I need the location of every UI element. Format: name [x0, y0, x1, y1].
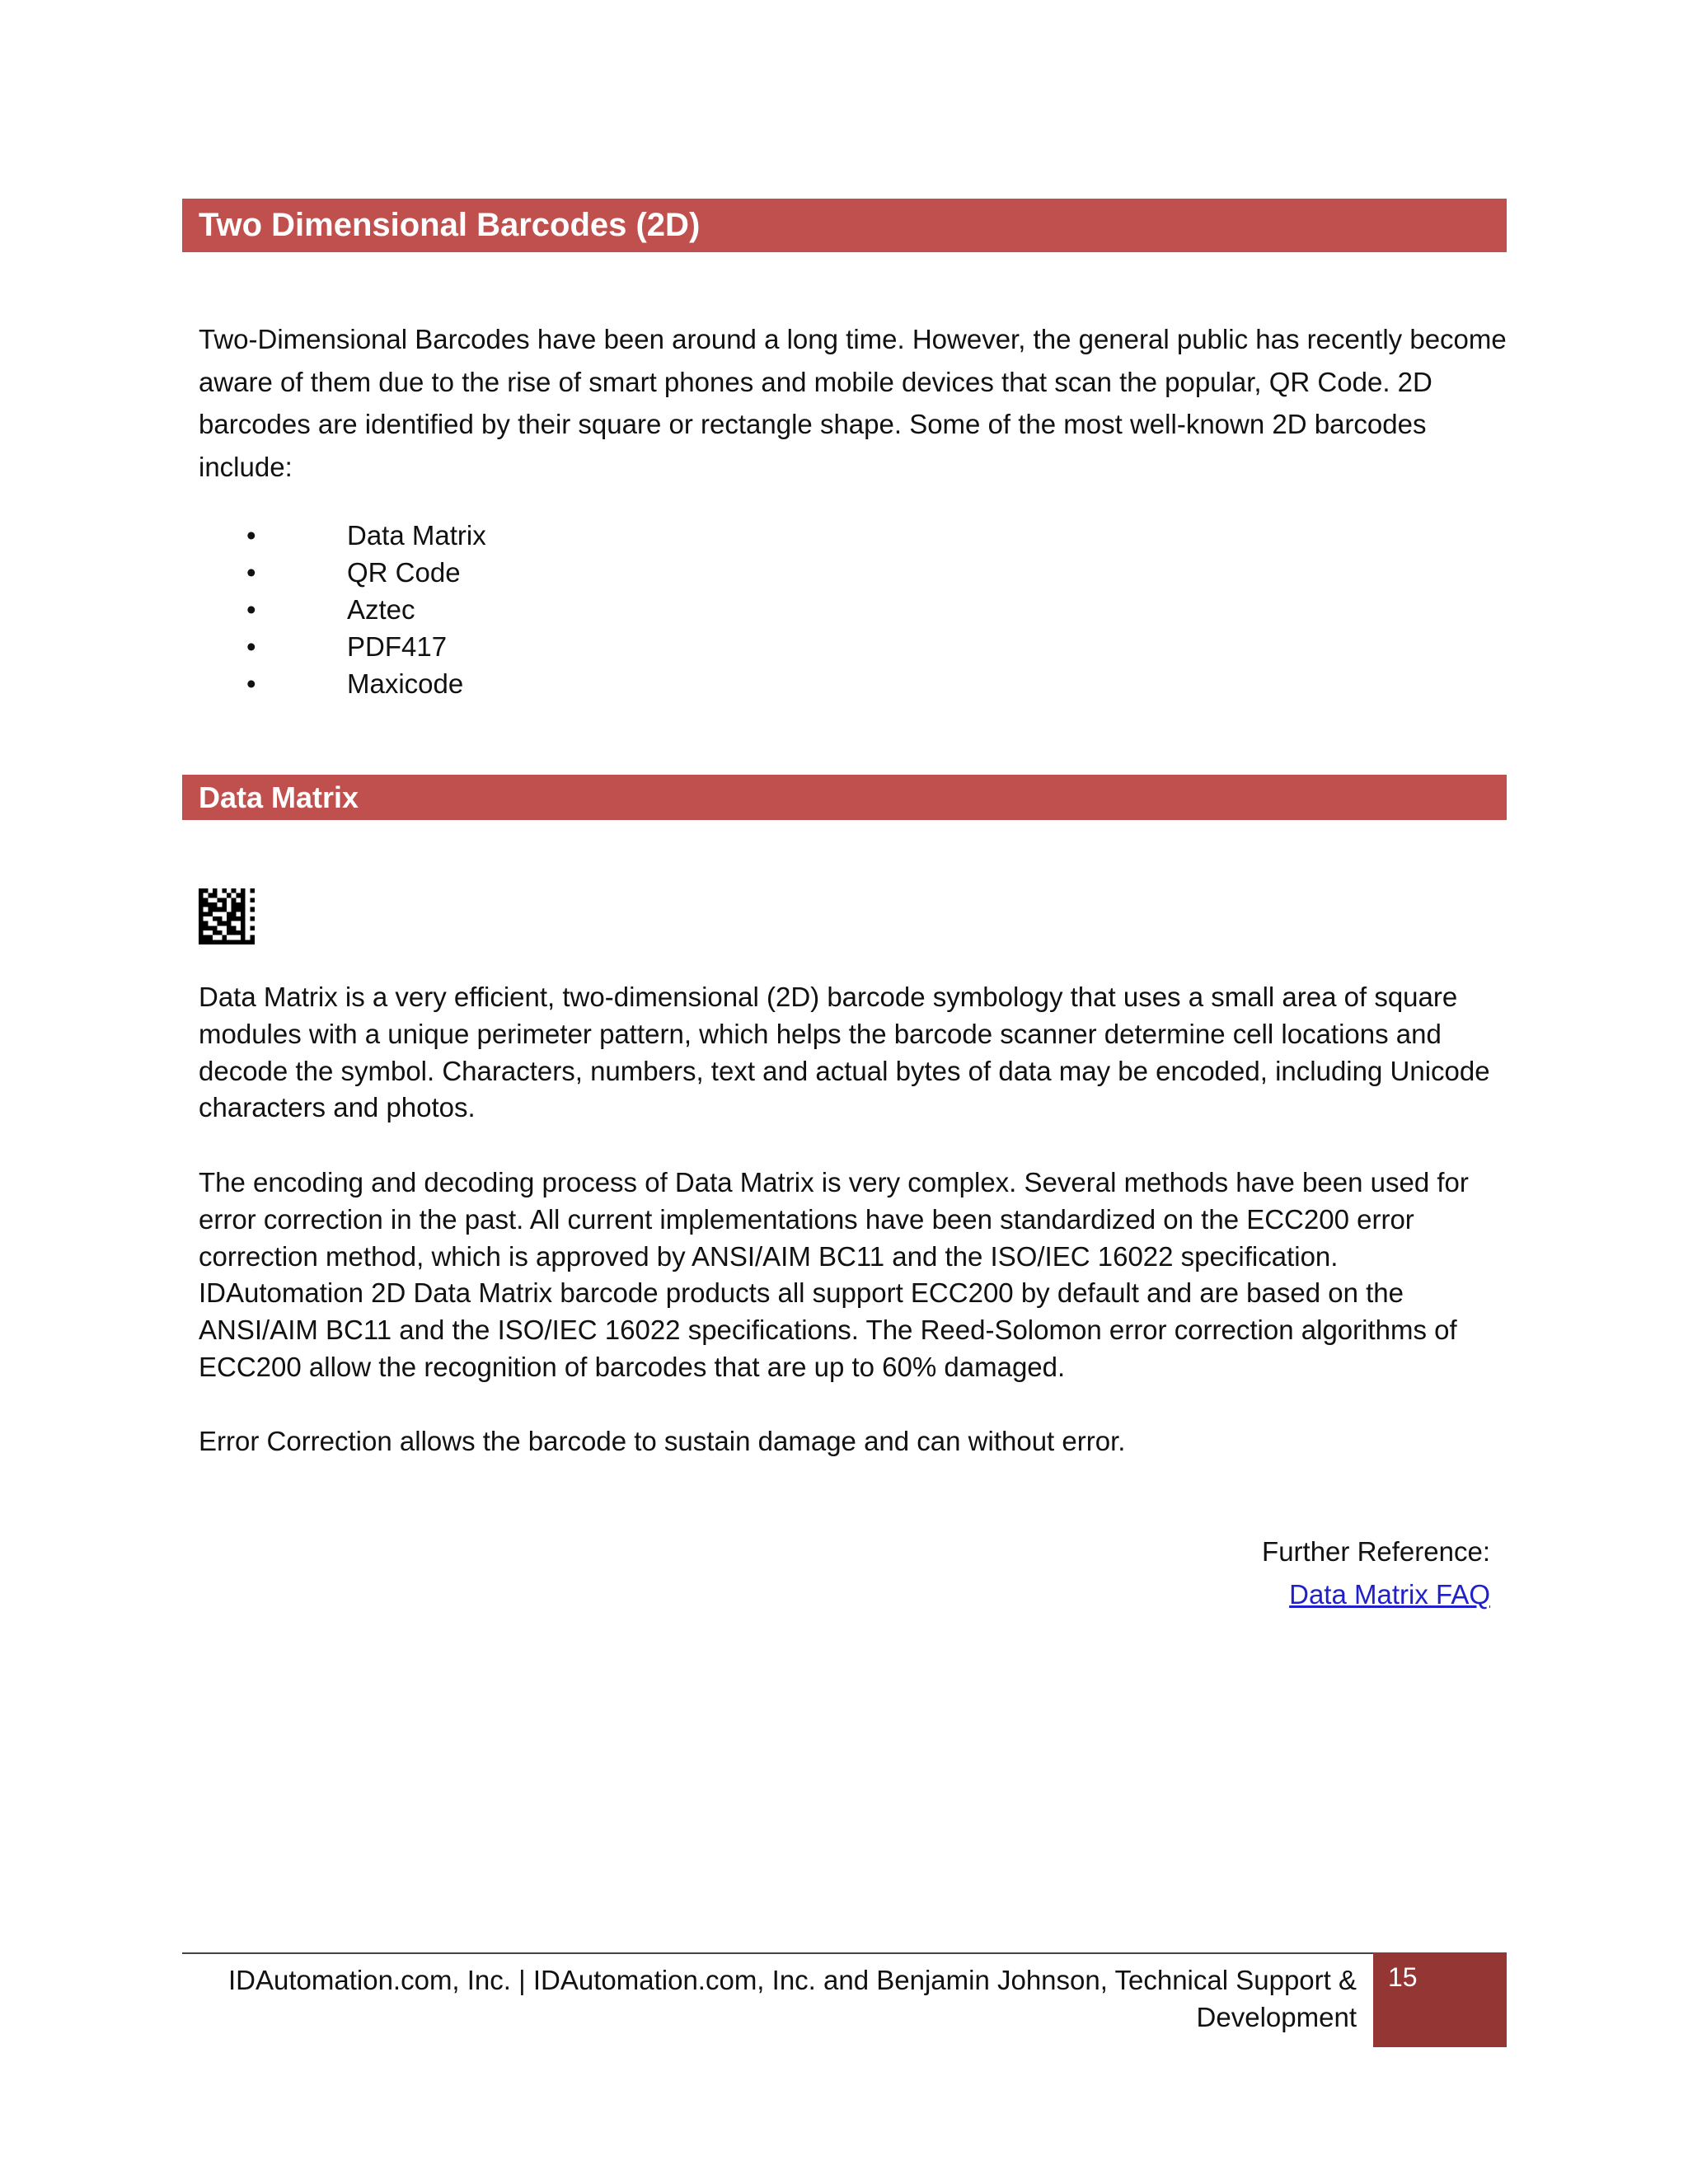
data-matrix-paragraph-1: Data Matrix is a very efficient, two-dimensional (2D) barcode symbology that uses a small area of square modules with a unique perimeter pattern, which helps the barcode scanner determine cell locations and decode the symbol. Characters, numbers, text and actual bytes of data may be encoded, including Unicode characters and photos.: [199, 982, 1490, 1123]
bullet-icon: •: [246, 520, 256, 551]
data-matrix-paragraph-3: Error Correction allows the barcode to sustain damage and can without error.: [199, 1426, 1126, 1456]
section-heading-2d-barcodes: Two Dimensional Barcodes (2D): [182, 199, 1507, 252]
list-item: [199, 591, 486, 628]
list-item-label: PDF417: [347, 631, 448, 662]
list-item-label: QR Code: [347, 557, 461, 588]
data-matrix-paragraph-2: The encoding and decoding process of Data Matrix is very complex. Several methods have been used for error correction in the past. All current implementations have been standardized on the ECC200 error correction method, which is approved by ANSI/AIM BC11 and the ISO/IEC 16022 specification. IDAutomation 2D Data Matrix barcode products all support ECC200 by default and are based on the ANSI/AIM BC11 and the ISO/IEC 16022 specifications. The Reed-Solomon error correction algorithms of ECC200 allow the recognition of barcodes that are up to 60% damaged.: [199, 1167, 1469, 1382]
intro-paragraph: Two-Dimensional Barcodes have been around a long time. However, the general public has recently become aware of them due to the rise of smart phones and mobile devices that scan the popular, QR Code. 2D barcodes are identified by their square or rectangle shape. Some of the most well-known 2D barcodes include:: [199, 324, 1507, 482]
further-reference-label: Further Reference:: [1262, 1536, 1490, 1567]
list-item: [199, 665, 486, 702]
bullet-icon: •: [246, 557, 256, 588]
data-matrix-faq-link[interactable]: Data Matrix FAQ: [1289, 1578, 1490, 1610]
data-matrix-barcode-image: [199, 888, 255, 944]
bullet-icon: •: [246, 594, 256, 625]
list-item-label: Data Matrix: [347, 520, 486, 551]
further-reference: [1262, 1530, 1490, 1615]
list-item: [199, 554, 486, 591]
list-item: [199, 517, 486, 554]
footer-text: IDAutomation.com, Inc. | IDAutomation.com, Inc. and Benjamin Johnson, Technical Support & Development: [227, 1965, 1357, 2032]
barcode-type-list: [199, 517, 486, 702]
page-number: 15: [1373, 1952, 1507, 2047]
section-heading-data-matrix: Data Matrix: [182, 775, 1507, 820]
footer-divider: [182, 1952, 1373, 1954]
list-item-label: Maxicode: [347, 668, 464, 699]
bullet-icon: •: [246, 631, 256, 662]
bullet-icon: •: [246, 668, 256, 699]
list-item-label: Aztec: [347, 594, 415, 625]
list-item: [199, 628, 486, 665]
